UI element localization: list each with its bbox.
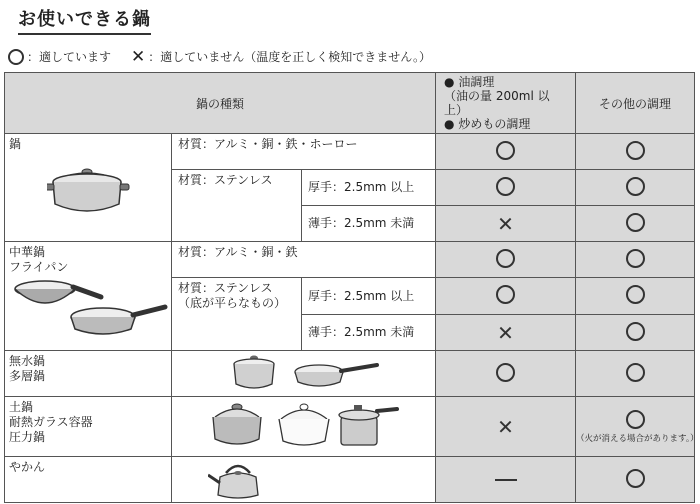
donabe-illustration-cell [172,397,436,457]
glass-label: 耐熱ガラス容器 [9,415,93,429]
circle-icon [626,363,645,382]
nabe-material-stainless: 材質：ステンレス [172,170,302,242]
circle-icon [8,49,24,65]
circle-icon [626,177,645,196]
row-label-nabe [5,134,172,242]
circle-icon [626,213,645,232]
nabe-thin: 薄手：2.5mm 未満 [302,206,436,242]
nabe-label: 鍋 [9,137,22,151]
header-other-cooking: その他の調理 [576,73,695,134]
row-label-yakan [5,457,172,503]
circle-icon [626,141,645,160]
tasou-label: 多層鍋 [9,369,46,383]
row-label-chuka [5,242,172,351]
musui-pot-illustration [229,352,379,392]
circle-icon [496,285,515,304]
page-title: お使いできる鍋 [18,8,151,35]
chuka-stainless-line2: （底が平らなもの） [178,296,287,310]
header-oil-cooking [436,73,576,134]
cross-icon: ✕ [497,211,514,236]
header-oil-line2: （油の量 200ml 以上） [444,89,550,117]
circle-icon [496,363,515,382]
nabe-material-alumi: 材質：アルミ・銅・鉄・ホーロー [172,134,436,170]
wok-frypan-illustration [13,277,168,347]
circle-icon [626,249,645,268]
header-pot-type: 鍋の種類 [5,73,436,134]
donabe-label: 土鍋 [9,400,34,414]
musui-illustration-cell [172,351,436,397]
legend [8,48,431,66]
pot-illustration [47,162,167,232]
legend-ng-text: ：適していません（温度を正しく検知できません。） [148,50,431,64]
circle-icon [626,322,645,341]
donabe-illustration [209,399,399,451]
chuka-thin: 薄手：2.5mm 未満 [302,315,436,351]
chuka-label: 中華鍋 [9,245,46,259]
cross-icon: ✕ [497,320,514,345]
legend-ok-text: ：適しています [27,50,112,64]
header-oil-line1: ● 油調理 [444,75,495,89]
yakan-label: やかん [9,460,46,474]
kettle-illustration [208,459,268,501]
circle-icon [496,141,515,160]
musui-label: 無水鍋 [9,354,46,368]
chuka-stainless-line1: 材質：ステンレス [178,281,273,295]
chuka-material-alumi: 材質：アルミ・銅・鉄 [172,242,436,278]
circle-icon [626,410,645,429]
nabe-thick: 厚手：2.5mm 以上 [302,170,436,206]
cross-icon: ✕ [131,47,146,67]
pressure-label: 圧力鍋 [9,430,46,444]
fire-out-note: （火が消える場合があります。） [576,433,699,444]
cross-icon: ✕ [497,414,514,439]
yakan-illustration-cell [172,457,436,503]
frypan-label: フライパン [9,260,69,274]
circle-icon [496,177,515,196]
pot-compatibility-table [4,72,699,503]
header-oil-line3: ● 炒めもの調理 [444,117,531,131]
circle-icon [626,285,645,304]
chuka-thick: 厚手：2.5mm 以上 [302,278,436,315]
dash-icon [495,479,517,481]
circle-icon [496,249,515,268]
circle-icon [626,469,645,488]
chuka-material-stainless [172,278,302,351]
row-label-musui [5,351,172,397]
row-label-donabe [5,397,172,457]
